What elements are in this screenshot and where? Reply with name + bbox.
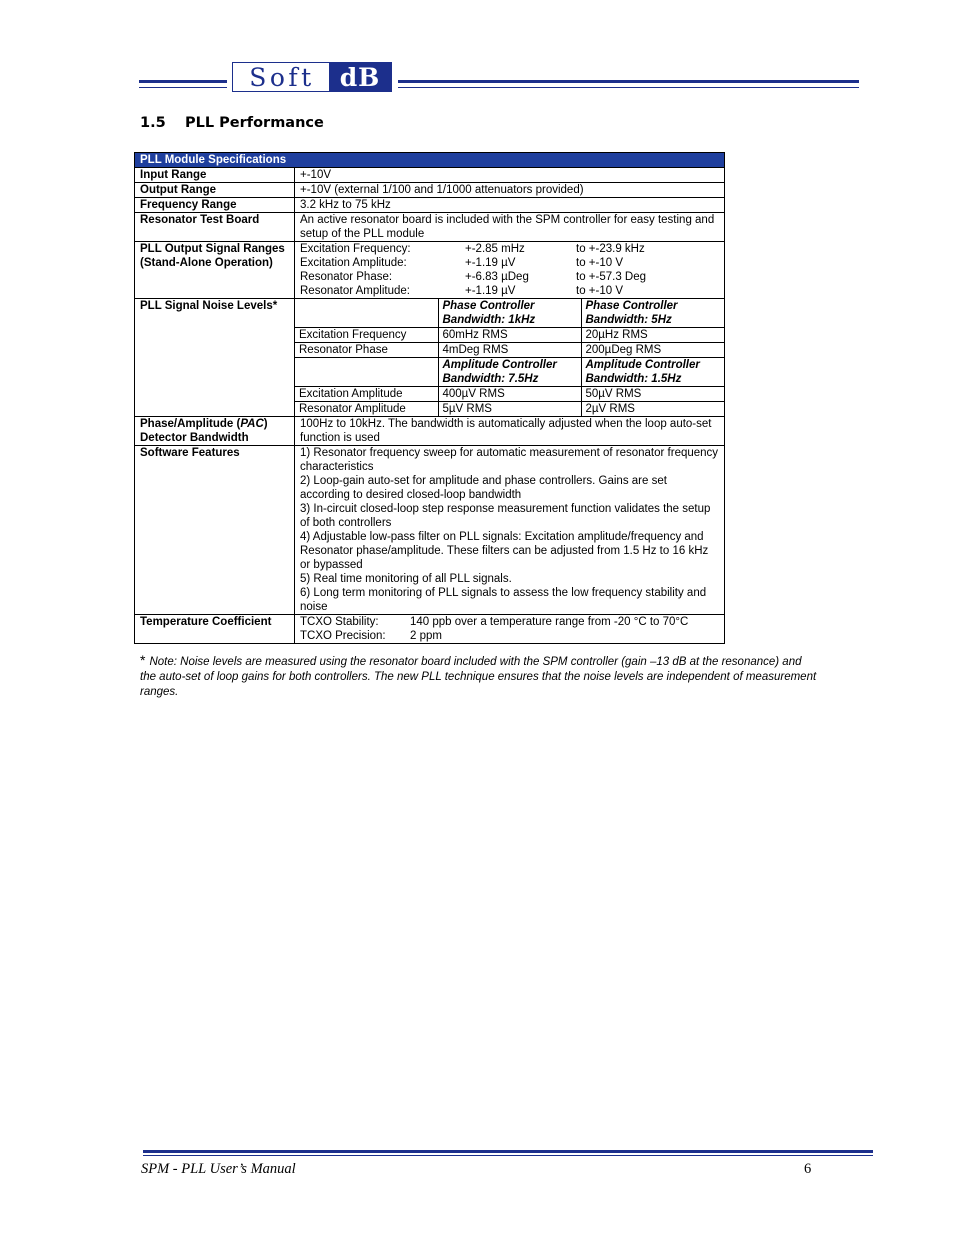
software-features-label: Software Features — [135, 446, 295, 615]
pac-label-post: ) Detector Bandwidth — [140, 418, 268, 444]
feature-item: 3) In-circuit closed-loop step response measurement function validates the setup of both controllers — [300, 503, 711, 529]
temp-row — [300, 629, 719, 643]
noise-empty-cell — [295, 299, 438, 328]
table-row — [135, 198, 725, 213]
output-range-label: Output Range — [135, 183, 295, 198]
range-max: to +-57.3 Deg — [576, 271, 647, 283]
range-min: +-1.19 µV — [465, 257, 516, 269]
noise-empty-cell — [295, 358, 438, 387]
section-heading — [140, 115, 324, 131]
footnote-text: Note: Noise levels are measured using the resonator board included with the SPM controller (gain –13 dB at the resonance) and the auto-set of loop gains for both controllers. The new PLL technique ensures that the noise levels are independent of measurement ranges. — [140, 656, 817, 698]
pac-label-pre: Phase/Amplitude ( — [140, 418, 241, 430]
header-rule-right — [398, 80, 859, 88]
range-row — [300, 270, 719, 284]
range-name: Resonator Phase: — [300, 271, 393, 283]
logo-soft-text: Soft — [233, 63, 329, 91]
feature-item: 6) Long term monitoring of PLL signals to assess the low frequency stability and noise — [300, 587, 707, 613]
input-range-label: Input Range — [135, 168, 295, 183]
noise-name: Resonator Phase — [295, 343, 438, 358]
pac-value: 100Hz to 10kHz. The bandwidth is automatically adjusted when the loop auto-set function is used — [295, 417, 725, 446]
table-row — [135, 446, 725, 615]
page-number: 6 — [804, 1161, 812, 1177]
amp-head-2: Amplitude Controller Bandwidth: 1.5Hz — [581, 358, 724, 387]
software-features-value — [295, 446, 725, 615]
noise-name: Excitation Frequency — [295, 328, 438, 343]
range-name: Resonator Amplitude: — [300, 285, 410, 297]
noise-levels-label: PLL Signal Noise Levels* — [135, 299, 295, 417]
noise-name: Excitation Amplitude — [295, 387, 438, 402]
noise-a: 400µV RMS — [438, 387, 581, 402]
range-max: to +-10 V — [576, 285, 623, 297]
section-number: 1.5 — [140, 115, 166, 131]
range-max: to +-10 V — [576, 257, 623, 269]
noise-footnote — [140, 653, 820, 700]
range-min: +-1.19 µV — [465, 285, 516, 297]
input-range-value: +-10V — [295, 168, 725, 183]
range-name: Excitation Frequency: — [300, 243, 411, 255]
temperature-label: Temperature Coefficient — [135, 615, 295, 644]
noise-b: 200µDeg RMS — [581, 343, 724, 358]
temp-name: TCXO Stability: — [300, 616, 379, 628]
pac-label — [135, 417, 295, 446]
noise-a: 60mHz RMS — [438, 328, 581, 343]
noise-b: 2µV RMS — [581, 402, 724, 417]
range-min: +-2.85 mHz — [465, 243, 525, 255]
temp-name: TCXO Precision: — [300, 630, 386, 642]
footnote-star: * — [140, 652, 146, 668]
range-max: to +-23.9 kHz — [576, 243, 645, 255]
temperature-value — [295, 615, 725, 644]
temp-row — [300, 615, 719, 629]
temp-value: 2 ppm — [410, 630, 442, 642]
noise-head-row — [295, 358, 724, 387]
frequency-range-label: Frequency Range — [135, 198, 295, 213]
noise-row — [295, 387, 724, 402]
logo-db-text: dB — [329, 63, 391, 91]
range-row — [300, 256, 719, 270]
feature-item: 2) Loop-gain auto-set for amplitude and phase controllers. Gains are set according to desired closed-loop bandwidth — [300, 475, 667, 501]
softdb-logo — [232, 62, 392, 92]
footer-title: SPM - PLL User’s Manual — [141, 1161, 296, 1177]
noise-levels-cell — [295, 299, 725, 417]
section-title: PLL Performance — [185, 115, 324, 131]
range-row — [300, 242, 719, 256]
phase-head-2: Phase Controller Bandwidth: 5Hz — [581, 299, 724, 328]
table-row — [135, 242, 725, 299]
range-name: Excitation Amplitude: — [300, 257, 407, 269]
feature-item: 4) Adjustable low-pass filter on PLL signals: Excitation amplitude/frequency and Resonator phase/amplitude. These filters can be adjusted from 1.5 Hz to 16 kHz or bypassed — [300, 531, 709, 571]
range-min: +-6.83 µDeg — [465, 271, 529, 283]
table-header: PLL Module Specifications — [135, 153, 725, 168]
pac-label-abbr: PAC — [240, 418, 264, 430]
noise-a: 5µV RMS — [438, 402, 581, 417]
resonator-board-label: Resonator Test Board — [135, 213, 295, 242]
noise-row — [295, 328, 724, 343]
table-row — [135, 213, 725, 242]
resonator-board-value: An active resonator board is included with the SPM controller for easy testing and setup of the PLL module — [295, 213, 725, 242]
phase-head-1: Phase Controller Bandwidth: 1kHz — [438, 299, 581, 328]
table-row — [135, 299, 725, 417]
noise-name: Resonator Amplitude — [295, 402, 438, 417]
noise-row — [295, 343, 724, 358]
noise-row — [295, 402, 724, 417]
output-signal-ranges-label: PLL Output Signal Ranges (Stand-Alone Operation) — [135, 242, 295, 299]
pll-spec-table — [134, 152, 725, 644]
output-signal-ranges-value — [295, 242, 725, 299]
noise-b: 50µV RMS — [581, 387, 724, 402]
table-row — [135, 183, 725, 198]
table-row — [135, 168, 725, 183]
table-row — [135, 417, 725, 446]
noise-head-row — [295, 299, 724, 328]
output-range-value: +-10V (external 1/100 and 1/1000 attenuators provided) — [295, 183, 725, 198]
header-rule-left — [139, 80, 227, 88]
feature-item: 1) Resonator frequency sweep for automatic measurement of resonator frequency characteristics — [300, 447, 719, 473]
frequency-range-value: 3.2 kHz to 75 kHz — [295, 198, 725, 213]
footer-rule — [143, 1150, 873, 1156]
feature-item: 5) Real time monitoring of all PLL signals. — [300, 573, 512, 585]
table-row — [135, 615, 725, 644]
amp-head-1: Amplitude Controller Bandwidth: 7.5Hz — [438, 358, 581, 387]
table-header-row — [135, 153, 725, 168]
noise-table — [295, 299, 724, 416]
noise-a: 4mDeg RMS — [438, 343, 581, 358]
range-row — [300, 284, 719, 298]
temp-value: 140 ppb over a temperature range from -20 °C to 70°C — [410, 616, 689, 628]
noise-b: 20µHz RMS — [581, 328, 724, 343]
